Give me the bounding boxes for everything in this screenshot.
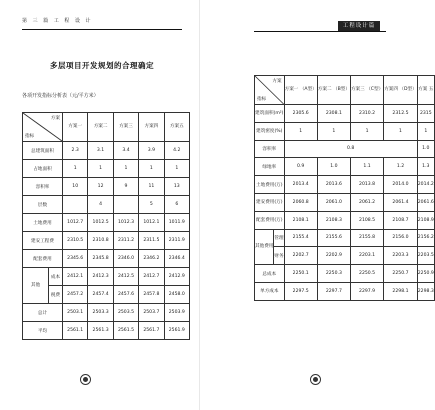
column-header: 方案二 （B型） [317,76,350,105]
table-row [255,158,435,176]
table-cell: 2.3 [63,142,88,160]
table-row [23,160,190,178]
table-cell: 2108.3 [317,211,350,229]
table-cell: 2156.0 [384,229,418,247]
table-cell: 1 [139,160,164,178]
table-cell: 1.2 [384,158,418,176]
table-cell: 2250.3 [317,265,350,283]
table-cell: 2298.1 [384,282,418,300]
row-sublabel: 成本 [49,268,63,286]
table-cell: 1 [350,122,383,140]
table-cell: 1 [384,122,418,140]
row-sublabel: 管理 [274,229,284,247]
table-cell: 2345.8 [88,250,113,268]
table-cell: 1 [164,160,189,178]
table-cell: 2310.8 [88,232,113,250]
table-row [255,122,435,140]
row-sublabel: 财务 [274,247,284,265]
table-cell: 10 [63,178,88,196]
page-folio-ornament [310,374,321,385]
table-cell: 1 [63,160,88,178]
column-header: 方案二 [88,113,113,142]
column-header: 方案三 [113,113,138,142]
row-label: 建筑密度(%) [255,122,285,140]
table-cell: 2155.6 [317,229,350,247]
running-head: 工程设计篇 [338,21,380,31]
table-cell: 2503.9 [164,304,189,322]
table-cell: 2013.8 [350,176,383,194]
table-cell: 2412.1 [63,268,88,286]
row-label: 容积率 [255,140,285,158]
table-cell: 6 [164,196,189,214]
table-cell: 2311.2 [113,232,138,250]
table-cell: 2346.0 [113,250,138,268]
column-header: 方案五 [164,113,189,142]
table-cell: 2561.1 [63,322,88,340]
table-row [23,142,190,160]
table-cell: 1012.1 [139,214,164,232]
table-cell: 2108.7 [384,211,418,229]
table-cell: 2503.1 [63,304,88,322]
table-cell: 2202.7 [284,247,317,265]
table-cell: 9 [113,178,138,196]
table-cell: 2156.2 [417,229,434,247]
header-rule [254,31,386,32]
section-title: 多层项目开发规划的合理确定 [50,61,154,70]
table-row [255,265,435,283]
diagonal-corner-cell [255,76,285,105]
table-cell: 1012.7 [63,214,88,232]
table-row [23,286,190,304]
table-cell: 2155.8 [350,229,383,247]
table-row [255,140,435,158]
table-cell: 1 [113,160,138,178]
cost-table [254,75,435,301]
table-cell: 3.1 [88,142,113,160]
row-label: 容积率 [23,178,63,196]
table-row [255,211,435,229]
row-label: 总建筑面积 [23,142,63,160]
table-row [23,232,190,250]
table-cell: 2345.6 [63,250,88,268]
merged-value-cell: 0.8 [284,140,417,158]
table-cell: 2311.5 [139,232,164,250]
header-row [255,76,435,105]
corner-bottom-label: 指标 [25,134,35,139]
table-row [23,214,190,232]
header-row [23,113,190,142]
table-cell: 5 [139,196,164,214]
table-cell: 4 [88,196,113,214]
table-cell: 1011.9 [164,214,189,232]
table-cell: 0.9 [284,158,317,176]
table-row [255,282,435,300]
table-cell: 2503.3 [88,304,113,322]
table-cell: 2155.4 [284,229,317,247]
table-cell: 1.3 [417,158,434,176]
table-cell: 2457.2 [63,286,88,304]
table-cell: 2412.7 [139,268,164,286]
row-label: 总成本 [255,265,285,283]
table-cell: 2346.2 [139,250,164,268]
table-cell: 2250.9 [417,265,434,283]
table-cell: 2561.9 [164,322,189,340]
row-label: 土地费用(万) [255,176,285,194]
table-cell: 2346.4 [164,250,189,268]
table-cell: 2014.2 [417,176,434,194]
table-cell [113,196,138,214]
table-cell: 2305.6 [284,105,317,123]
table-cell: 2297.5 [284,282,317,300]
table-row [23,178,190,196]
table-cell: 2412.5 [113,268,138,286]
table-row [255,176,435,194]
row-label: 建筑面积(m²) [255,105,285,123]
table-cell: 2503.7 [139,304,164,322]
table-cell: 1 [417,122,434,140]
table-cell: 2014.0 [384,176,418,194]
table-cell: 2412.3 [88,268,113,286]
table-cell: 2108.9 [417,211,434,229]
corner-top-label: 方案 [50,116,60,121]
table-cell: 2297.7 [317,282,350,300]
table-cell: 2203.3 [384,247,418,265]
table-row [23,196,190,214]
table-cell: 1012.3 [113,214,138,232]
table-cell: 2061.4 [384,193,418,211]
table-cell: 2312.5 [384,105,418,123]
table-cell: 2457.8 [139,286,164,304]
table-cell: 2412.9 [164,268,189,286]
row-label: 绿地率 [255,158,285,176]
table-cell: 1012.5 [88,214,113,232]
table-cell: 2458.0 [164,286,189,304]
table-cell: 1 [284,122,317,140]
row-sublabel: 税费 [49,286,63,304]
table-cell: 11 [139,178,164,196]
table-row [255,247,435,265]
table-cell: 1.0 [317,158,350,176]
table-row [255,193,435,211]
table-cell: 2561.3 [88,322,113,340]
table-cell: 4.2 [164,142,189,160]
table-cell: 2561.5 [113,322,138,340]
row-label: 总计 [23,304,63,322]
table-row [255,229,435,247]
table-cell: 2250.7 [384,265,418,283]
row-label: 其他费用 [255,229,274,265]
diagonal-corner-cell [23,113,63,142]
table-cell: 2203.5 [417,247,434,265]
table-cell: 2250.5 [350,265,383,283]
table-cell: 2061.0 [317,193,350,211]
column-header: 方案 五 [417,76,434,105]
column-header: 方案一 （A型） [284,76,317,105]
column-header: 方案四 （D型） [384,76,418,105]
table-cell: 3.4 [113,142,138,160]
row-label: 平均 [23,322,63,340]
header-rule [22,29,182,30]
indicator-table [22,112,190,340]
row-label: 配套费用(万) [255,211,285,229]
running-head: 第 三 篇 工 程 设 计 [22,18,93,24]
table-cell: 2561.7 [139,322,164,340]
column-header: 方案一 [63,113,88,142]
table-cell: 2250.1 [284,265,317,283]
table-caption: 各项开发指标分析表（元/平方米） [22,93,99,99]
table-cell: 2061.2 [350,193,383,211]
row-label: 建安费用(万) [255,193,285,211]
column-header: 方案三 （C型） [350,76,383,105]
table-cell: 2108.1 [284,211,317,229]
table-cell: 2297.9 [350,282,383,300]
table-row [23,322,190,340]
table-row [23,268,190,286]
row-label: 土地费用 [23,214,63,232]
table-cell: 2457.4 [88,286,113,304]
table-cell: 2060.8 [284,193,317,211]
table-cell [63,196,88,214]
corner-bottom-label: 指标 [257,97,267,102]
table-cell: 12 [88,178,113,196]
table-cell: 2061.6 [417,193,434,211]
row-label: 单方成本 [255,282,285,300]
column-header: 方案四 [139,113,164,142]
table-row [255,105,435,123]
table-cell: 13 [164,178,189,196]
table-cell: 2308.1 [317,105,350,123]
table-cell: 2311.9 [164,232,189,250]
table-cell: 1 [317,122,350,140]
row-label: 占地面积 [23,160,63,178]
table-cell: 2310.5 [63,232,88,250]
table-cell: 2315 [417,105,434,123]
right-page [200,0,434,410]
table-cell: 2203.1 [350,247,383,265]
table-cell: 1.0 [417,140,434,158]
row-label: 配套费用 [23,250,63,268]
table-cell: 2503.5 [113,304,138,322]
table-cell: 3.9 [139,142,164,160]
row-label: 层数 [23,196,63,214]
corner-top-label: 方案 [272,79,282,84]
table-cell: 2298.3 [417,282,434,300]
table-row [23,304,190,322]
table-cell: 2457.6 [113,286,138,304]
table-cell: 2013.4 [284,176,317,194]
table-cell: 2108.5 [350,211,383,229]
table-cell: 1.1 [350,158,383,176]
table-cell: 2202.9 [317,247,350,265]
row-label: 建安工程费 [23,232,63,250]
left-page [0,0,200,410]
table-row [23,250,190,268]
page-folio-ornament [80,374,91,385]
table-cell: 2013.6 [317,176,350,194]
table-cell: 1 [88,160,113,178]
table-cell: 2310.2 [350,105,383,123]
row-label: 其他 [23,268,49,304]
